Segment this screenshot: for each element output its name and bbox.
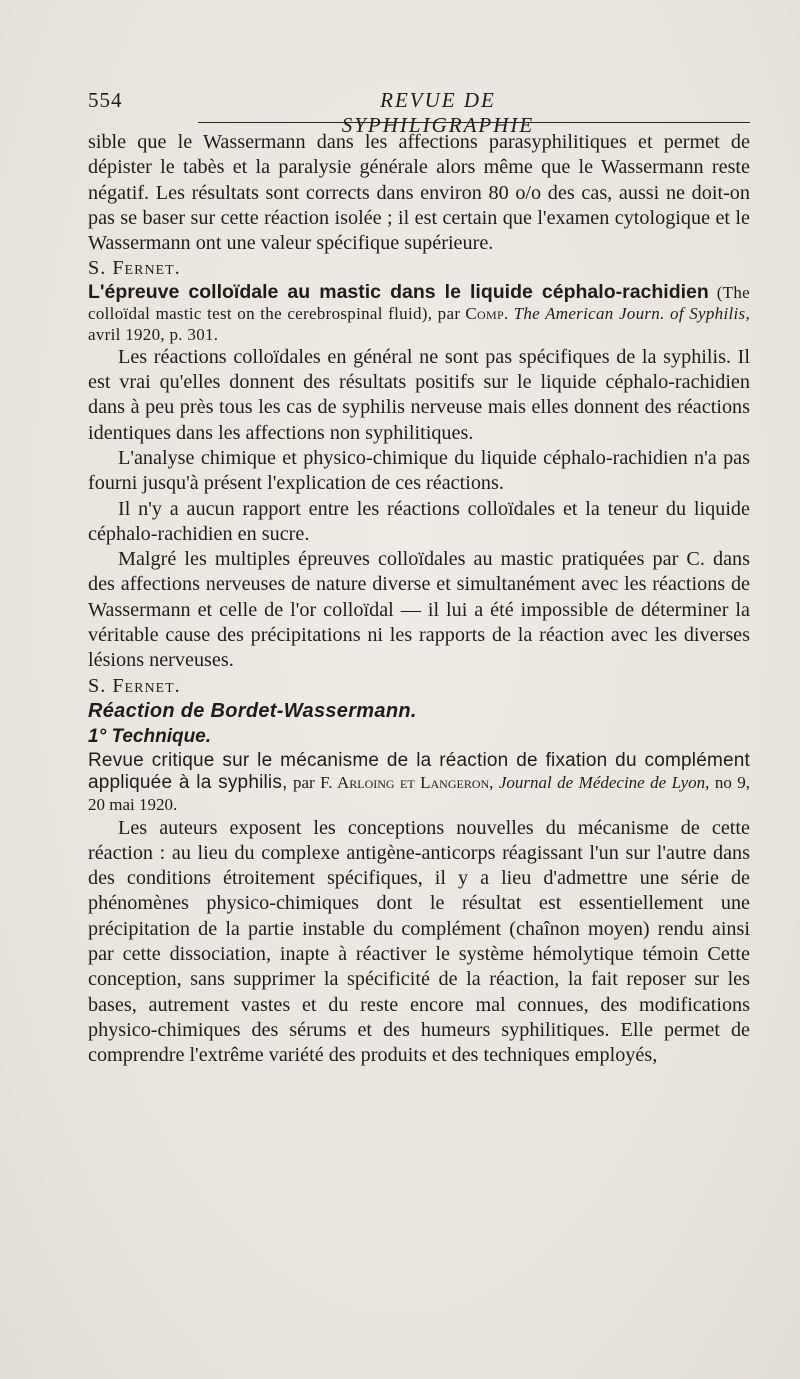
- intro-paragraph: sible que le Wassermann dans les affections parasyphilitiques et permet de dépister le tabès et la paralysie générale alors même que le Wassermann reste négatif. Les résultats sont corrects dans environ 80 o/o des cas, aussi ne doit-on pas se baser sur cette réaction isolée ; il est certain que l'examen cytologique et le Wassermann ont une valeur spécifique supérieure.: [88, 131, 750, 255]
- section-title: Réaction de Bordet-Wassermann.: [88, 699, 417, 722]
- signature: S. Fernet.: [88, 674, 181, 697]
- article-paragraph: Malgré les multiples épreuves colloïdales au mastic pratiquées par C. dans des affections nerveuses de nature diverse et simultanément avec les réactions de Wassermann et celle de l'or colloïdal — il lui a été impossible de déterminer la véritable cause des précipitations ni les rapports de la réaction avec les diverses lésions nerveuses.: [88, 548, 750, 672]
- article-original-title: (The colloïdal mastic test on the cerebrospinal fluid), par: [88, 282, 750, 323]
- signature: S. Fernet.: [88, 257, 181, 280]
- article-date: avril 1920, p. 301.: [88, 324, 219, 344]
- page-number: 554: [88, 88, 123, 112]
- header-rule: [198, 122, 750, 123]
- article-title: L'épreuve colloïdale au mastic dans le liquide céphalo-rachidien: [88, 280, 709, 303]
- article-paragraph: L'analyse chimique et physico-chimique du liquide céphalo-rachidien n'a pas fourni jusqu'à présent l'explication de ces réactions.: [88, 446, 750, 495]
- article-journal: Journal de Médecine de Lyon,: [498, 772, 710, 792]
- running-title: REVUE DE SYPHILIGRAPHIE: [341, 88, 535, 137]
- page-content: [88, 130, 750, 1069]
- article-paragraph: Les réactions colloïdales en général ne sont pas spécifiques de la syphilis. Il est vrai qu'elles donnent des résultats positifs sur le liquide céphalo-rachidien dans à peu près tous les cas de syphilis nerveuse mais elles donnent des réactions identiques dans les affections non syphilitiques.: [88, 345, 750, 444]
- article-paragraph: Les auteurs exposent les conceptions nouvelles du mécanisme de cette réaction : au lieu du complexe antigène-anticorps réagissant l'un sur l'autre dans des conditions étroitement spécifiques, il y a lieu d'admettre une série de phénomènes physico-chimiques dont le résultat est essentiellement une précipitation de la partie instable du complément (chaînon moyen) rendu ainsi par cette dissociation, inapte à réactiver le système hémolytique témoin Cette conception, sans supprimer la spécificité de la réaction, la fait reposer sur les bases, autrement vastes et du reste encore mal connues, des modifications physico-chimiques des sérums et des humeurs syphilitiques. Elle permet de comprendre l'extrême variété des produits et des techniques employés,: [88, 816, 750, 1067]
- article-author: Comp.: [465, 303, 509, 323]
- article-paragraph: Il n'y a aucun rapport entre les réactions colloïdales et la teneur du liquide céphalo-rachidien en sucre.: [88, 497, 750, 545]
- article-authors: F. Arloing et Langeron,: [320, 772, 494, 792]
- article-title: Revue critique sur le mécanisme de la réaction de fixation du complément appliquée à la syphilis,: [88, 749, 750, 793]
- article-by: par: [292, 772, 315, 792]
- page-header: [88, 88, 750, 137]
- article-heading: [88, 750, 750, 816]
- article-heading: [88, 282, 750, 345]
- article-journal: The American Journ. of Syphilis,: [513, 303, 751, 323]
- subsection-title: 1° Technique.: [88, 726, 212, 748]
- article-issue: no 9, 20 mai 1920.: [88, 772, 751, 814]
